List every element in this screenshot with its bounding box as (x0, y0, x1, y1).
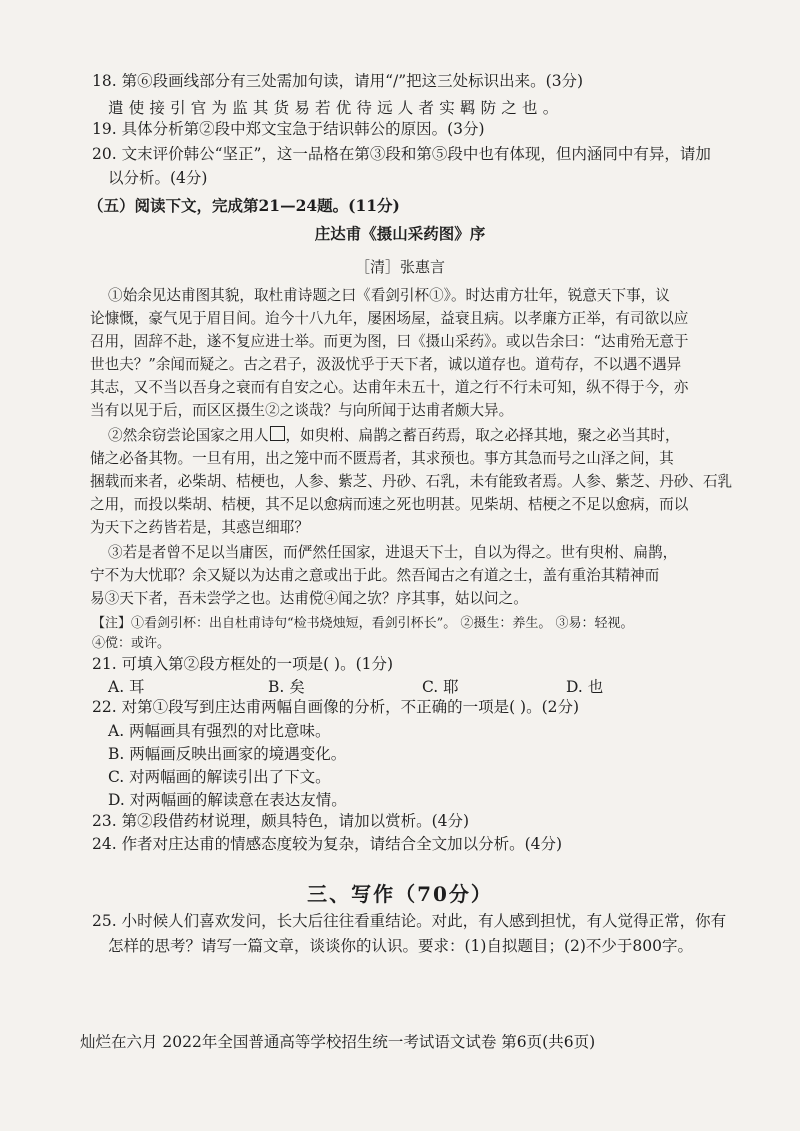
question-19: 19. 具体分析第②段中郑文宝急于结识韩公的原因。(3分) (92, 120, 485, 138)
option-d: D. 对两幅画的解读意在表达友情。 (108, 791, 347, 809)
question-18: 18. 第⑥段画线部分有三处需加句读，请用“/”把这三处标识出来。(3分) (92, 72, 584, 90)
option-b: B. 两幅画反映出画家的境遇变化。 (108, 745, 347, 763)
section-5-heading: （五）阅读下文，完成第21—24题。(11分) (88, 196, 400, 215)
paragraph-1-line: 世也夫？”余闻而疑之。古之君子，汲汲忧乎于天下者，诚以道存也。道苟存，不以遇不遇异 (90, 356, 682, 373)
paragraph-2-first-line (108, 424, 680, 445)
paragraph-2-text: ，如臾柎、扁鹊之蓄百药焉，取之必择其地，聚之必当其时， (285, 427, 680, 444)
passage-title: 庄达甫《摄山采药图》序 (314, 224, 486, 243)
option-c: C. 对两幅画的解读引出了下文。 (108, 768, 331, 786)
option-a: A. 耳 (108, 678, 145, 696)
page-footer: 灿烂在六月 2022年全国普通高等学校招生统一考试语文试卷 第6页(共6页) (80, 1033, 596, 1051)
paragraph-2-text: ②然余窃尝论国家之用人 (108, 427, 269, 444)
paragraph-2-line: 之用，而投以柴胡、桔梗，其不足以愈病而速之死也明甚。见柴胡、桔梗之不足以愈病，而以 (90, 496, 689, 513)
passage-note: 【注】①看剑引杯：出自杜甫诗句“检书烧烛短，看剑引杯长”。 ②摄生：养生。 ③易：轻视。 (92, 616, 634, 631)
paragraph-1-line: 召用，固辞不赴，遂不复应进士举。而更为图，曰《摄山采药》。或以告余曰：“达甫殆无意于 (90, 333, 689, 350)
paragraph-3-line: 易③天下者，吾未尝学之也。达甫傥④闻之欤？序其事，姑以问之。 (90, 590, 528, 607)
question-23: 23. 第②段借药材说理，颇具特色，请加以赏析。(4分) (92, 812, 470, 830)
passage-note: ④傥：或许。 (92, 636, 171, 651)
option-d: D. 也 (566, 678, 604, 696)
paragraph-1-line: 其志，又不当以吾身之衰而有自安之心。达甫年未五十，道之行不行未可知，纵不得于今，亦 (90, 379, 689, 396)
question-24: 24. 作者对庄达甫的情感态度较为复杂，请结合全文加以分析。(4分) (92, 835, 563, 853)
paragraph-3-line: ③若是者曾不足以当庸医，而俨然任国家，进退天下士，自以为得之。世有臾柎、扁鹊， (108, 544, 678, 561)
paragraph-2-line: 为天下之药皆若是，其惑岂细耶？ (90, 519, 309, 536)
paragraph-3-line: 宁不为大忧耶？余又疑以为达甫之意或出于此。然吾闻古之有道之士，盖有重治其精神而 (90, 567, 660, 584)
paragraph-1-line: 论慷慨，豪气见于眉目间。迨今十八九年，屡困场屋，益衰且病。以孝廉方正举，有司欲以应 (90, 310, 689, 327)
passage-author: ［清］张惠言 (354, 258, 445, 276)
question-20-line2: 以分析。(4分) (108, 169, 208, 187)
question-25-line1: 25. 小时候人们喜欢发问，长大后往往看重结论。对此，有人感到担忧，有人觉得正常，你有 (92, 912, 727, 930)
paragraph-2-line: 捆载而来者，必柴胡、桔梗也，人参、紫芝、丹砂、石乳，未有能致者焉。人参、紫芝、丹砂、石乳 (90, 473, 733, 490)
question-21: 21. 可填入第②段方框处的一项是( )。(1分) (92, 655, 394, 673)
question-22: 22. 对第①段写到庄达甫两幅自画像的分析，不正确的一项是( )。(2分) (92, 698, 580, 716)
paragraph-1-line: ①始余见达甫图其貌，取杜甫诗题之曰《看剑引杯①》。时达甫方壮年，锐意天下事，议 (108, 287, 670, 304)
question-20-line1: 20. 文末评价韩公“坚正”，这一品格在第③段和第⑤段中也有体现，但内涵同中有异，请加 (92, 145, 711, 163)
option-a: A. 两幅画具有强烈的对比意味。 (108, 722, 331, 740)
blank-box (270, 426, 285, 441)
option-c: C. 耶 (422, 678, 459, 696)
option-b: B. 矣 (268, 678, 305, 696)
part-3-heading: 三、写作（70分） (307, 882, 493, 906)
question-18-sentence: 遣使接引官为监其货易若优待远人者实羁防之也。 (108, 99, 564, 117)
paragraph-2-line: 储之必备其物。一旦有用，出之笼中而不匮焉者，其求预也。事方其急而号之山泽之间，其 (90, 450, 674, 467)
paragraph-1-line: 当有以见于后，而区区摄生②之谈哉？与向所闻于达甫者颇大异。 (90, 402, 514, 419)
question-25-line2: 怎样的思考？请写一篇文章，谈谈你的认识。要求：(1)自拟题目；(2)不少于800字。 (108, 937, 693, 955)
